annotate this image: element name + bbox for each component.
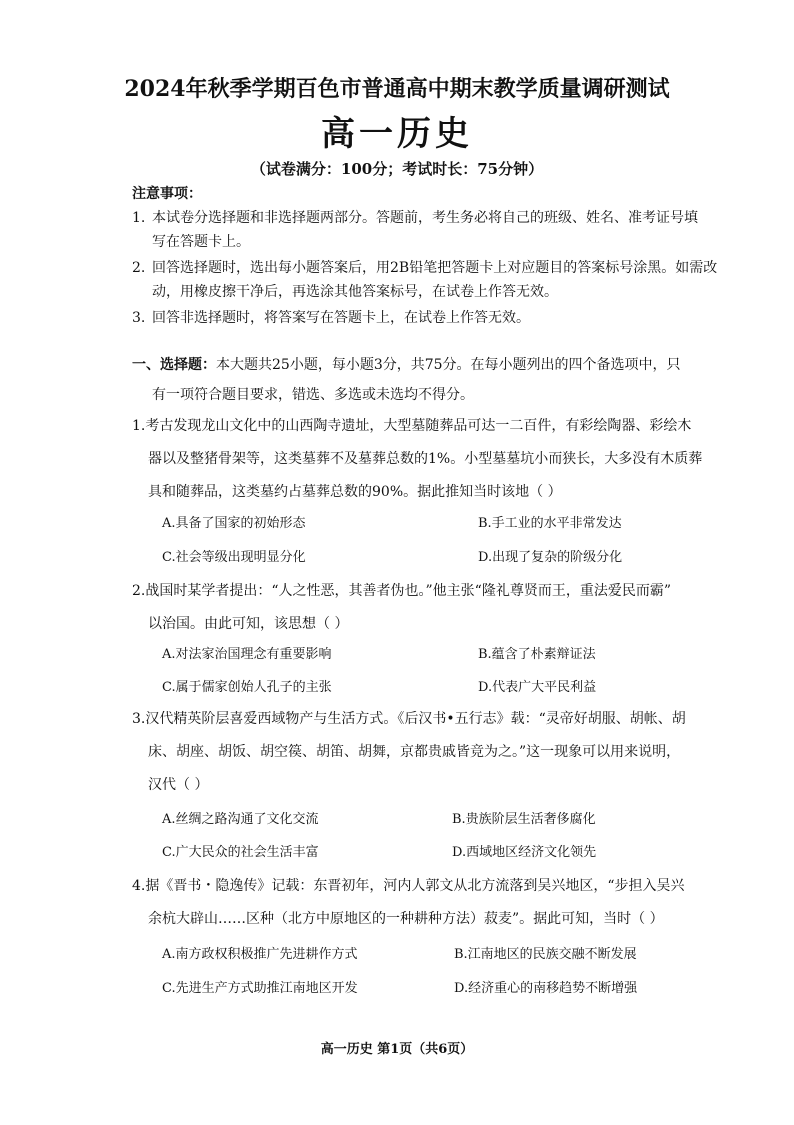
notice-line: 回答非选择题时，将答案写在答题卡上，在试卷上作答无效。 <box>152 310 530 326</box>
question-4 <box>132 870 732 936</box>
question-text: 3.汉代精英阶层喜爱西域物产与生活方式。《后汉书•五行志》载：“灵帝好胡服、胡帐、胡 <box>132 711 686 727</box>
question-text: 汉代（ ） <box>148 777 209 793</box>
notice-line: 回答选择题时，选出每小题答案后，用2B铅笔把答题卡上对应题目的答案标号涂黑。如需改 <box>152 260 718 276</box>
notice-number: 2. <box>132 260 146 276</box>
question-text: 1.考古发现龙山文化中的山西陶寺遗址，大型墓随葬品可达一二百件，有彩绘陶器、彩绘木 <box>132 418 692 434</box>
notice-title: 注意事项： <box>132 186 202 202</box>
exam-title: 2024年秋季学期百色市普通高中期末教学质量调研测试 <box>124 76 670 102</box>
question-3 <box>132 703 732 802</box>
option-b: B.江南地区的民族交融不断发展 <box>454 947 637 962</box>
option-a: A.南方政权积极推广先进耕作方式 <box>162 947 358 962</box>
option-b: B.手工业的水平非常发达 <box>478 516 622 531</box>
section-instructions-cont: 有一项符合题目要求，错选、多选或未选均不得分。 <box>152 387 474 403</box>
notice-line: 写在答题卡上。 <box>152 234 250 250</box>
option-d: D.出现了复杂的阶级分化 <box>478 550 623 565</box>
question-text: 具和随葬品，这类墓约占墓葬总数的90%。据此推知当时该地（ ） <box>148 484 562 500</box>
option-c: C.先进生产方式助推江南地区开发 <box>162 981 358 996</box>
notice-number: 1. <box>132 210 146 226</box>
option-b: B.蕴含了朴素辩证法 <box>478 647 596 662</box>
question-text: 器以及整猪骨架等，这类墓葬不及墓葬总数的1%。小型墓墓坑小而狭长，大多没有木质葬 <box>148 451 703 467</box>
option-c: C.属于儒家创始人孔子的主张 <box>162 680 332 695</box>
option-a: A.具备了国家的初始形态 <box>162 516 306 531</box>
section-heading <box>132 350 752 410</box>
notice-line: 本试卷分选择题和非选择题两部分。答题前，考生务必将自己的班级、姓名、准考证号填 <box>152 210 698 226</box>
question-text: 以治国。由此可知，该思想（ ） <box>148 616 349 632</box>
notice-item-3 <box>132 306 732 330</box>
option-a: A.丝绸之路沟通了文化交流 <box>162 812 319 827</box>
question-text: 2.战国时某学者提出：“人之性恶，其善者伪也。”他主张“隆礼尊贤而王，重法爱民而霸” <box>132 583 671 599</box>
notice-line: 动，用橡皮擦干净后，再选涂其他答案标号，在试卷上作答无效。 <box>152 284 558 300</box>
option-c: C.社会等级出现明显分化 <box>162 550 306 565</box>
question-1 <box>132 410 732 509</box>
notice-number: 3. <box>132 310 146 326</box>
score-line: （试卷满分：100分；考试时长：75分钟） <box>250 160 544 178</box>
option-d: D.代表广大平民利益 <box>478 680 597 695</box>
option-c: C.广大民众的社会生活丰富 <box>162 845 319 860</box>
notice-item-1 <box>132 206 732 254</box>
question-text: 床、胡座、胡饭、胡空篌、胡笛、胡舞，京都贵戚皆竞为之。”这一现象可以用来说明， <box>148 744 681 760</box>
question-text: 余杭大辟山……区种（北方中原地区的一种耕种方法）菽麦”。据此可知，当时（ ） <box>148 911 664 927</box>
option-d: D.西域地区经济文化领先 <box>452 845 597 860</box>
page-footer: 高一历史 第1页（共6页） <box>320 1042 474 1057</box>
option-d: D.经济重心的南移趋势不断增强 <box>454 981 638 996</box>
option-a: A.对法家治国理念有重要影响 <box>162 647 332 662</box>
section-title: 一、选择题： <box>132 357 216 373</box>
section-instructions: 本大题共25小题，每小题3分，共75分。在每小题列出的四个备选项中，只 <box>216 357 681 373</box>
option-b: B.贵族阶层生活奢侈腐化 <box>452 812 596 827</box>
subject-title: 高一历史 <box>321 114 473 154</box>
question-2 <box>132 575 732 641</box>
question-text: 4.据《晋书・隐逸传》记载：东晋初年，河内人郭文从北方流落到吴兴地区，“步担入吴兴 <box>132 878 685 894</box>
notice-item-2 <box>132 256 732 304</box>
